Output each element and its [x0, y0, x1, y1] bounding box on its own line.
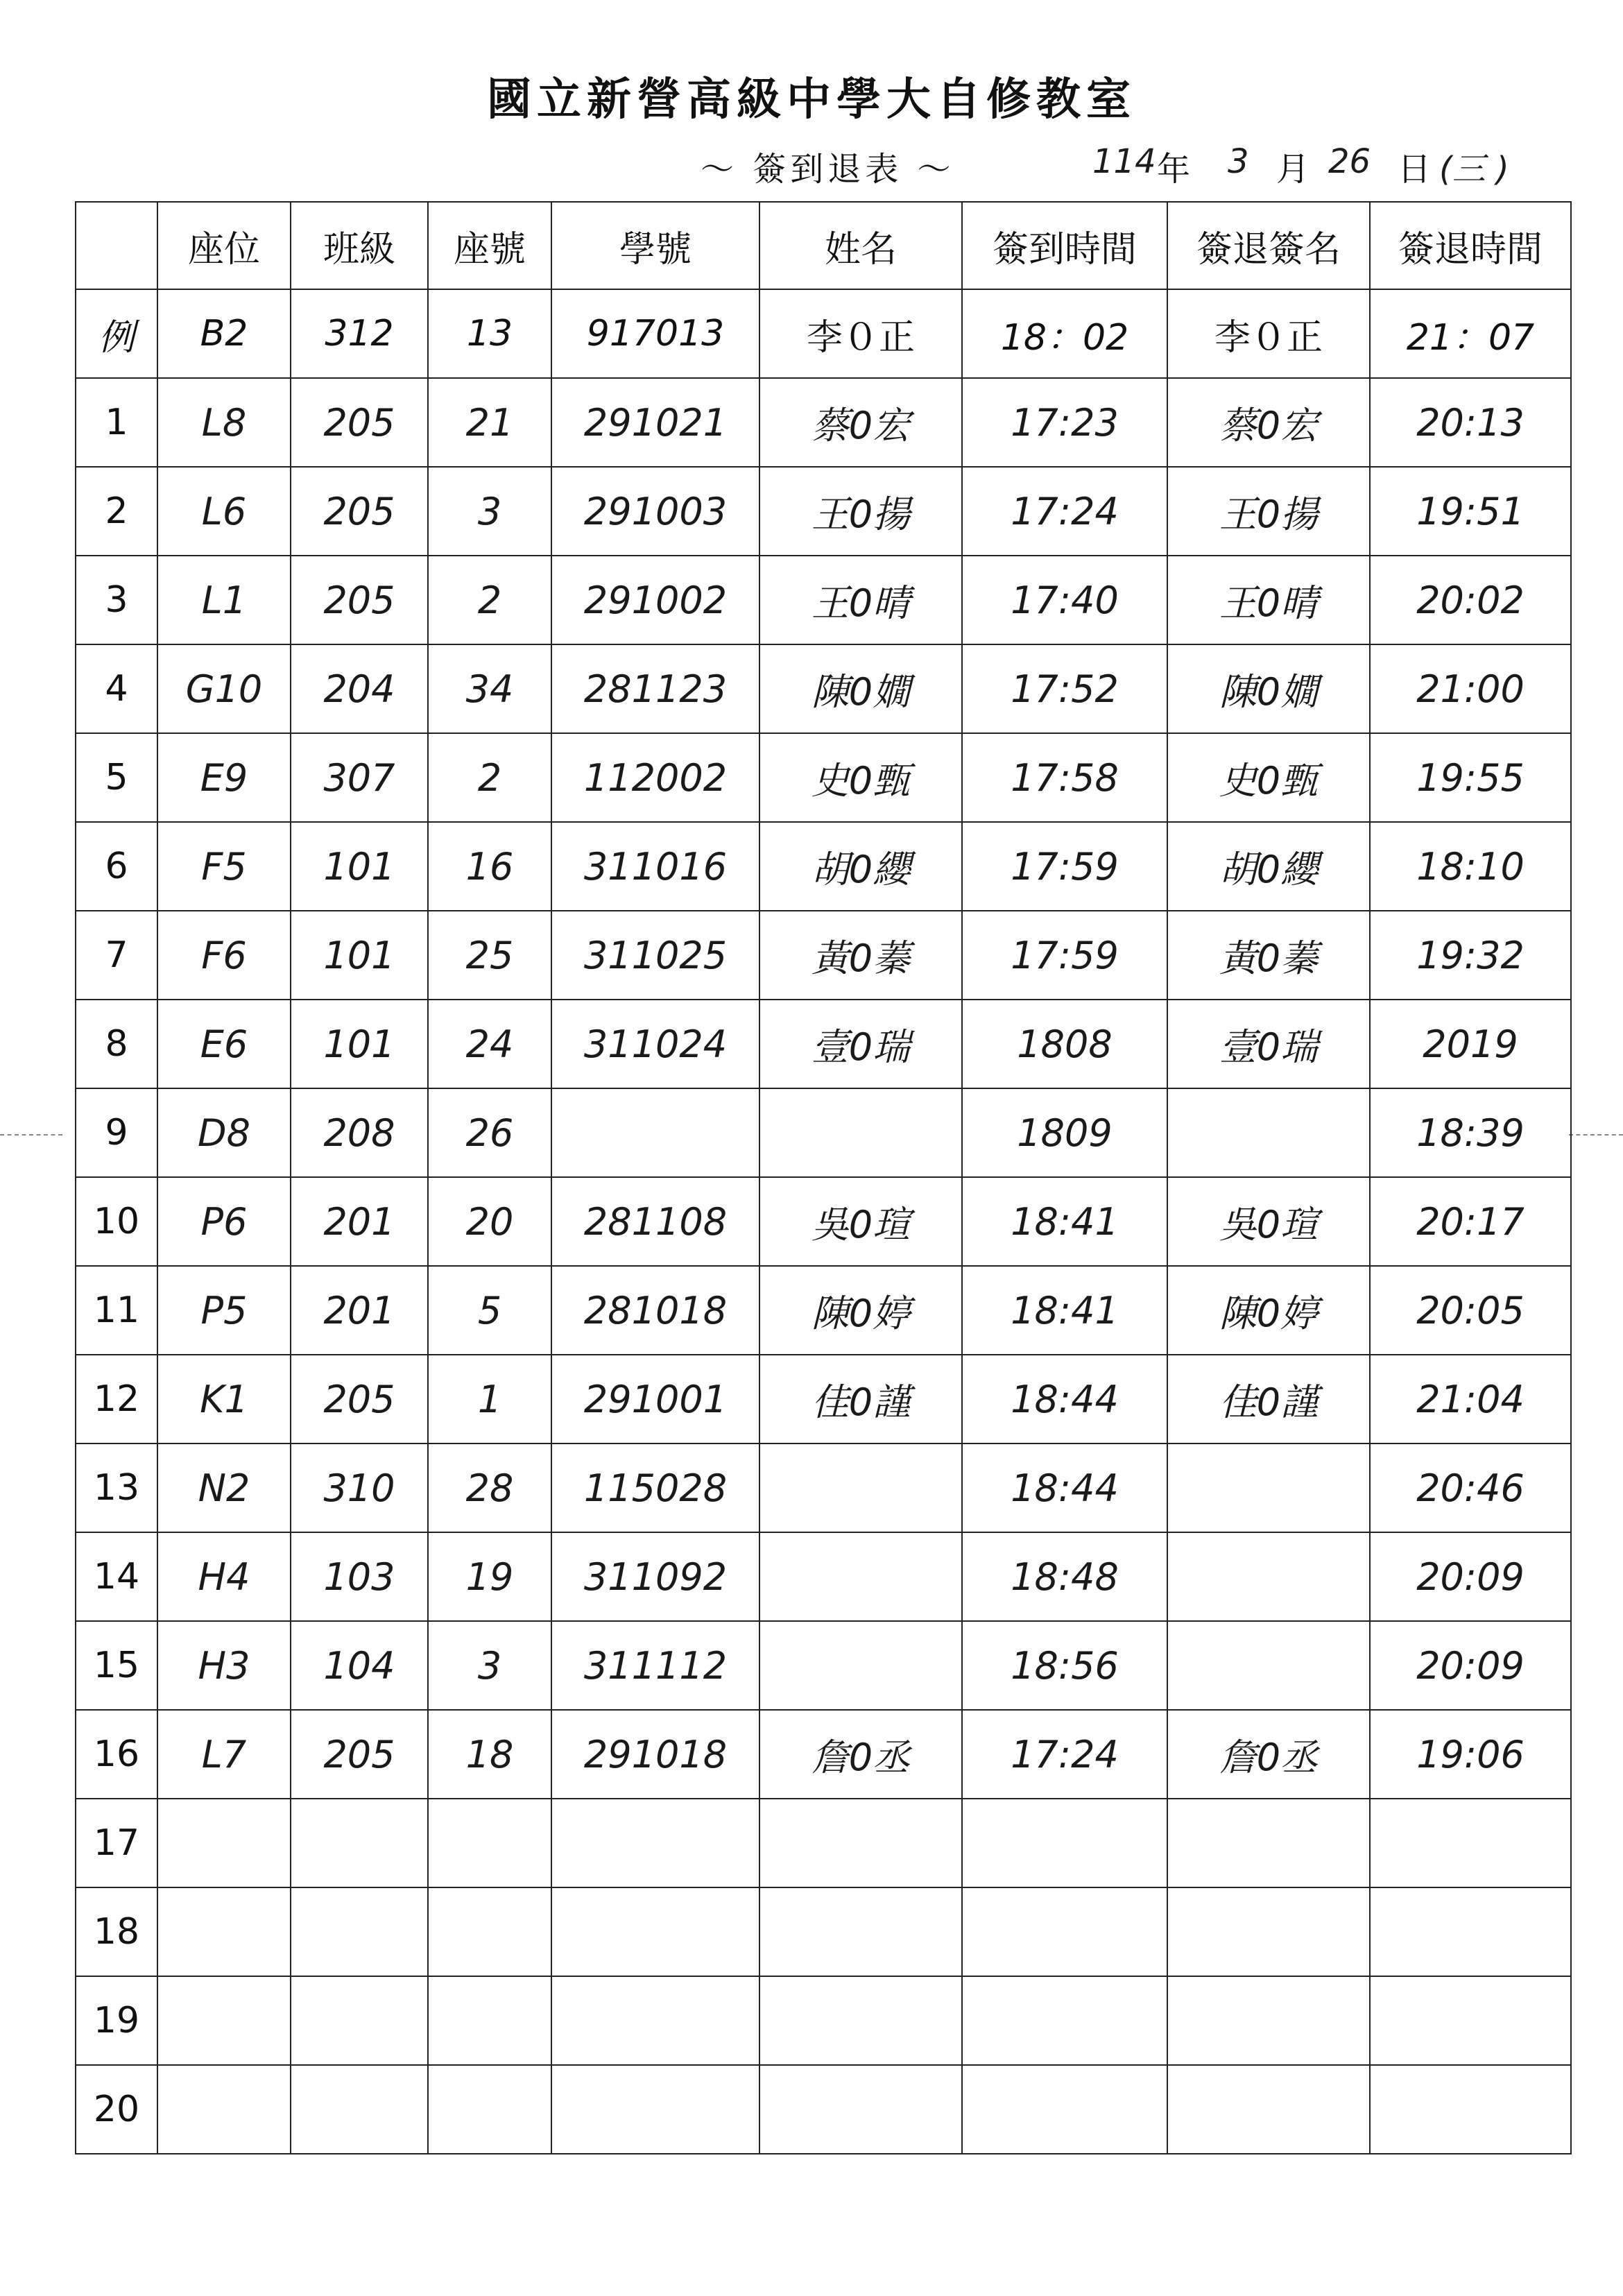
form-subtitle: ～ 簽到退表 ～	[701, 150, 955, 189]
name-cell: 蔡0宏	[759, 378, 962, 467]
seat-cell: G10	[157, 644, 291, 733]
student-id-cell	[551, 1088, 759, 1177]
signout-time-cell: 19:06	[1370, 1710, 1571, 1799]
signout-time-cell: 21:00	[1370, 644, 1571, 733]
signout-name-cell	[1167, 1621, 1370, 1710]
name-cell: 王0晴	[759, 556, 962, 644]
class-cell: 103	[291, 1532, 428, 1621]
example-seat: B2	[157, 289, 291, 378]
name-cell: 胡0纓	[759, 822, 962, 911]
seat-cell: L7	[157, 1710, 291, 1799]
signin-time-cell	[962, 2065, 1167, 2154]
signin-time-cell: 17:23	[962, 378, 1167, 467]
table-row	[76, 1355, 1571, 1443]
table-header	[76, 202, 1571, 289]
signin-time-cell: 1809	[962, 1088, 1167, 1177]
number-cell	[428, 1976, 551, 2065]
student-id-cell: 291021	[551, 378, 759, 467]
seat-cell	[157, 1976, 291, 2065]
header-signout-time: 簽退時間	[1370, 202, 1571, 289]
signin-time-cell: 17:24	[962, 467, 1167, 556]
date-year: 114	[1092, 142, 1156, 181]
signin-time-cell: 17:58	[962, 733, 1167, 822]
class-cell	[291, 2065, 428, 2154]
table-row	[76, 1177, 1571, 1266]
date-day-unit: 日	[1398, 150, 1432, 189]
header-signout-signature: 簽退簽名	[1167, 202, 1370, 289]
example-number: 13	[428, 289, 551, 378]
row-index: 15	[76, 1621, 157, 1710]
student-id-cell	[551, 1799, 759, 1887]
signin-time-cell	[962, 1799, 1167, 1887]
seat-cell	[157, 1887, 291, 1976]
row-index: 2	[76, 467, 157, 556]
number-cell: 21	[428, 378, 551, 467]
table-row	[76, 378, 1571, 467]
row-index: 10	[76, 1177, 157, 1266]
signout-time-cell: 21:04	[1370, 1355, 1571, 1443]
name-cell	[759, 1799, 962, 1887]
row-index: 20	[76, 2065, 157, 2154]
table-row	[76, 2065, 1571, 2154]
signin-time-cell: 18:48	[962, 1532, 1167, 1621]
row-index: 12	[76, 1355, 157, 1443]
signout-name-cell: 壹0瑞	[1167, 1000, 1370, 1088]
fold-mark-left	[0, 1134, 62, 1136]
seat-cell: P6	[157, 1177, 291, 1266]
name-cell	[759, 1976, 962, 2065]
date-year-unit: 年	[1157, 150, 1191, 189]
signout-time-cell: 19:32	[1370, 911, 1571, 1000]
signout-time-cell: 20:13	[1370, 378, 1571, 467]
student-id-cell: 291018	[551, 1710, 759, 1799]
number-cell: 3	[428, 467, 551, 556]
signout-time-cell: 19:55	[1370, 733, 1571, 822]
signout-name-cell: 詹0丞	[1167, 1710, 1370, 1799]
date-month: 3	[1228, 142, 1249, 181]
table-row	[76, 1887, 1571, 1976]
student-id-cell: 311016	[551, 822, 759, 911]
signout-time-cell	[1370, 1976, 1571, 2065]
number-cell: 20	[428, 1177, 551, 1266]
signout-time-cell: 18:39	[1370, 1088, 1571, 1177]
table-row	[76, 911, 1571, 1000]
signin-time-cell: 18:44	[962, 1443, 1167, 1532]
signout-name-cell: 吳0瑄	[1167, 1177, 1370, 1266]
row-index: 18	[76, 1887, 157, 1976]
name-cell: 陳0嫺	[759, 644, 962, 733]
seat-cell: L6	[157, 467, 291, 556]
signout-name-cell: 黃0蓁	[1167, 911, 1370, 1000]
signout-name-cell: 胡0纓	[1167, 822, 1370, 911]
signout-name-cell: 王0揚	[1167, 467, 1370, 556]
seat-cell: H4	[157, 1532, 291, 1621]
class-cell: 205	[291, 556, 428, 644]
class-cell: 205	[291, 1710, 428, 1799]
table-row	[76, 822, 1571, 911]
row-index: 4	[76, 644, 157, 733]
class-cell	[291, 1976, 428, 2065]
class-cell: 101	[291, 822, 428, 911]
date-weekday: (三 )	[1439, 150, 1509, 189]
name-cell	[759, 1621, 962, 1710]
class-cell	[291, 1799, 428, 1887]
class-cell: 208	[291, 1088, 428, 1177]
seat-cell: E9	[157, 733, 291, 822]
number-cell: 24	[428, 1000, 551, 1088]
row-index: 1	[76, 378, 157, 467]
table-row	[76, 1532, 1571, 1621]
table-row	[76, 1799, 1571, 1887]
example-row	[76, 289, 1571, 378]
number-cell: 1	[428, 1355, 551, 1443]
number-cell: 28	[428, 1443, 551, 1532]
row-index: 11	[76, 1266, 157, 1355]
signin-time-cell	[962, 1976, 1167, 2065]
table-row	[76, 1443, 1571, 1532]
signout-name-cell: 王0晴	[1167, 556, 1370, 644]
student-id-cell: 311025	[551, 911, 759, 1000]
student-id-cell: 311112	[551, 1621, 759, 1710]
example-signin-time: 18：02	[962, 289, 1167, 378]
number-cell	[428, 1799, 551, 1887]
table-row	[76, 1266, 1571, 1355]
student-id-cell	[551, 2065, 759, 2154]
example-signout-name: 李０正	[1167, 289, 1370, 378]
class-cell: 201	[291, 1266, 428, 1355]
name-cell: 史0甄	[759, 733, 962, 822]
student-id-cell: 112002	[551, 733, 759, 822]
student-id-cell: 281018	[551, 1266, 759, 1355]
signout-name-cell	[1167, 1443, 1370, 1532]
student-id-cell: 291001	[551, 1355, 759, 1443]
signin-time-cell: 18:41	[962, 1266, 1167, 1355]
row-index: 8	[76, 1000, 157, 1088]
signout-time-cell: 20:09	[1370, 1532, 1571, 1621]
student-id-cell: 281123	[551, 644, 759, 733]
table-row	[76, 1621, 1571, 1710]
signout-name-cell: 史0甄	[1167, 733, 1370, 822]
header-class: 班級	[291, 202, 428, 289]
signout-time-cell: 20:46	[1370, 1443, 1571, 1532]
header-index	[76, 202, 157, 289]
signout-name-cell	[1167, 1887, 1370, 1976]
signout-time-cell: 20:02	[1370, 556, 1571, 644]
number-cell: 2	[428, 556, 551, 644]
signout-time-cell	[1370, 1799, 1571, 1887]
row-index: 19	[76, 1976, 157, 2065]
signout-name-cell: 佳0謹	[1167, 1355, 1370, 1443]
signout-name-cell	[1167, 2065, 1370, 2154]
name-cell	[759, 1887, 962, 1976]
row-index: 16	[76, 1710, 157, 1799]
student-id-cell: 281108	[551, 1177, 759, 1266]
seat-cell: N2	[157, 1443, 291, 1532]
name-cell: 佳0謹	[759, 1355, 962, 1443]
fold-mark-right	[1569, 1134, 1623, 1136]
signout-name-cell: 蔡0宏	[1167, 378, 1370, 467]
number-cell: 34	[428, 644, 551, 733]
seat-cell	[157, 1799, 291, 1887]
seat-cell: D8	[157, 1088, 291, 1177]
seat-cell: H3	[157, 1621, 291, 1710]
example-signout-time: 21：07	[1370, 289, 1571, 378]
number-cell: 19	[428, 1532, 551, 1621]
signout-time-cell	[1370, 1887, 1571, 1976]
signin-time-cell: 18:41	[962, 1177, 1167, 1266]
row-index: 17	[76, 1799, 157, 1887]
class-cell: 104	[291, 1621, 428, 1710]
signout-name-cell	[1167, 1532, 1370, 1621]
table-row	[76, 467, 1571, 556]
signout-name-cell	[1167, 1088, 1370, 1177]
signin-time-cell: 18:56	[962, 1621, 1167, 1710]
example-name: 李０正	[759, 289, 962, 378]
table-row	[76, 733, 1571, 822]
student-id-cell: 115028	[551, 1443, 759, 1532]
signout-time-cell: 20:09	[1370, 1621, 1571, 1710]
seat-cell: F5	[157, 822, 291, 911]
date-day: 26	[1328, 142, 1371, 181]
number-cell: 25	[428, 911, 551, 1000]
signout-name-cell: 陳0嫺	[1167, 644, 1370, 733]
student-id-cell	[551, 1887, 759, 1976]
class-cell: 205	[291, 378, 428, 467]
student-id-cell: 291002	[551, 556, 759, 644]
class-cell: 307	[291, 733, 428, 822]
row-index: 3	[76, 556, 157, 644]
page-title: 國立新營高級中學大自修教室	[487, 74, 1136, 126]
header-seat: 座位	[157, 202, 291, 289]
number-cell: 5	[428, 1266, 551, 1355]
name-cell	[759, 1532, 962, 1621]
row-index: 9	[76, 1088, 157, 1177]
row-index: 6	[76, 822, 157, 911]
class-cell: 201	[291, 1177, 428, 1266]
name-cell	[759, 1088, 962, 1177]
signin-time-cell: 17:24	[962, 1710, 1167, 1799]
signin-time-cell	[962, 1887, 1167, 1976]
seat-cell: P5	[157, 1266, 291, 1355]
row-index: 13	[76, 1443, 157, 1532]
class-cell: 205	[291, 1355, 428, 1443]
class-cell: 204	[291, 644, 428, 733]
example-student-id: 917013	[551, 289, 759, 378]
seat-cell	[157, 2065, 291, 2154]
table-row	[76, 1710, 1571, 1799]
date-month-unit: 月	[1276, 150, 1310, 189]
table-row	[76, 644, 1571, 733]
row-index: 7	[76, 911, 157, 1000]
header-number: 座號	[428, 202, 551, 289]
name-cell: 詹0丞	[759, 1710, 962, 1799]
number-cell: 3	[428, 1621, 551, 1710]
signin-time-cell: 17:52	[962, 644, 1167, 733]
student-id-cell: 311024	[551, 1000, 759, 1088]
seat-cell: L1	[157, 556, 291, 644]
number-cell	[428, 2065, 551, 2154]
student-id-cell: 311092	[551, 1532, 759, 1621]
number-cell: 18	[428, 1710, 551, 1799]
table-row	[76, 1000, 1571, 1088]
signin-time-cell: 17:40	[962, 556, 1167, 644]
number-cell: 16	[428, 822, 551, 911]
signin-table	[75, 201, 1572, 2154]
row-index: 5	[76, 733, 157, 822]
signout-name-cell: 陳0婷	[1167, 1266, 1370, 1355]
header-signin-time: 簽到時間	[962, 202, 1167, 289]
table-row	[76, 556, 1571, 644]
student-id-cell	[551, 1976, 759, 2065]
name-cell: 王0揚	[759, 467, 962, 556]
table-row	[76, 1088, 1571, 1177]
signout-time-cell	[1370, 2065, 1571, 2154]
signin-time-cell: 17:59	[962, 822, 1167, 911]
name-cell: 陳0婷	[759, 1266, 962, 1355]
name-cell: 黃0蓁	[759, 911, 962, 1000]
header-student-id: 學號	[551, 202, 759, 289]
seat-cell: F6	[157, 911, 291, 1000]
signout-time-cell: 18:10	[1370, 822, 1571, 911]
row-index: 14	[76, 1532, 157, 1621]
student-id-cell: 291003	[551, 467, 759, 556]
class-cell	[291, 1887, 428, 1976]
seat-cell: L8	[157, 378, 291, 467]
name-cell	[759, 1443, 962, 1532]
signout-time-cell: 2019	[1370, 1000, 1571, 1088]
number-cell: 26	[428, 1088, 551, 1177]
name-cell: 吳0瑄	[759, 1177, 962, 1266]
number-cell	[428, 1887, 551, 1976]
signout-time-cell: 20:17	[1370, 1177, 1571, 1266]
signout-name-cell	[1167, 1799, 1370, 1887]
seat-cell: K1	[157, 1355, 291, 1443]
signout-name-cell	[1167, 1976, 1370, 2065]
signin-time-cell: 17:59	[962, 911, 1167, 1000]
table-row	[76, 1976, 1571, 2065]
signout-time-cell: 20:05	[1370, 1266, 1571, 1355]
class-cell: 205	[291, 467, 428, 556]
signout-time-cell: 19:51	[1370, 467, 1571, 556]
header-name: 姓名	[759, 202, 962, 289]
signin-time-cell: 1808	[962, 1000, 1167, 1088]
name-cell: 壹0瑞	[759, 1000, 962, 1088]
class-cell: 101	[291, 1000, 428, 1088]
signin-time-cell: 18:44	[962, 1355, 1167, 1443]
example-class: 312	[291, 289, 428, 378]
class-cell: 310	[291, 1443, 428, 1532]
name-cell	[759, 2065, 962, 2154]
number-cell: 2	[428, 733, 551, 822]
class-cell: 101	[291, 911, 428, 1000]
seat-cell: E6	[157, 1000, 291, 1088]
example-label: 例	[76, 289, 157, 378]
